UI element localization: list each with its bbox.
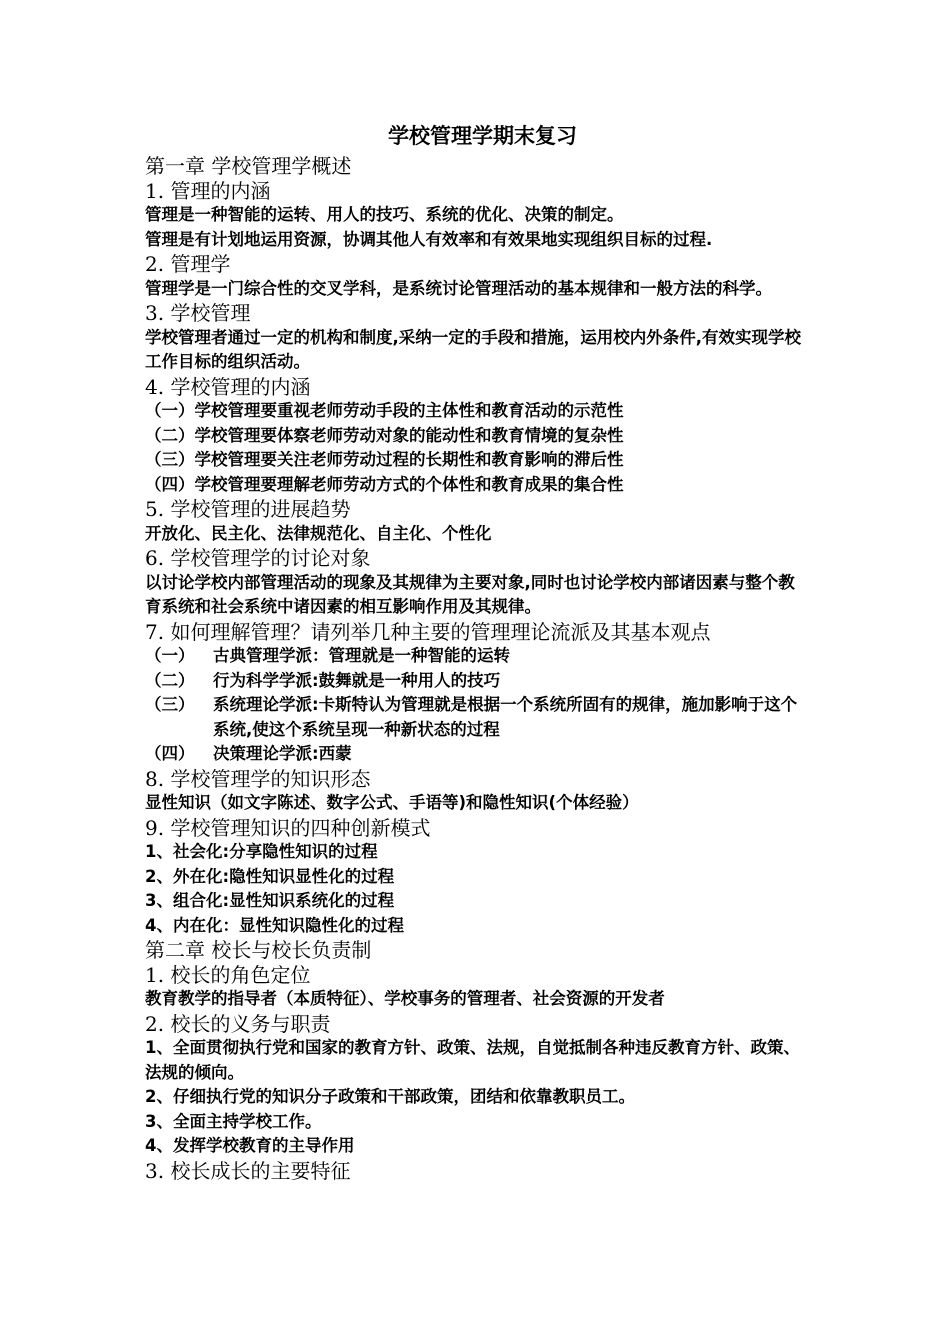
list-item-number: （四） — [145, 744, 195, 763]
list-item — [145, 399, 810, 424]
document-page — [145, 118, 810, 1183]
paragraph: 2、外在化:隐性知识显性化的过程 — [145, 866, 395, 886]
section-heading-1-4: 4. 学校管理的内涵 — [145, 374, 311, 399]
list-item-number: （三） — [145, 695, 195, 714]
section-heading-1-6: 6. 学校管理学的讨论对象 — [145, 546, 371, 570]
list-item-number: （三） — [145, 450, 195, 469]
paragraph: 管理是有计划地运用资源，协调其他人有效率和有效果地实现组织目标的过程. — [145, 229, 713, 249]
section-heading-1-8: 8. 学校管理学的知识形态 — [145, 766, 371, 791]
section-heading-2-1: 1. 校长的角色定位 — [145, 962, 311, 987]
paragraph: 2、仔细执行党的知识分子政策和干部政策，团结和依靠教职员工。 — [145, 1087, 635, 1106]
paragraph: 教育教学的指导者（本质特征）、学校事务的管理者、社会资源的开发者 — [145, 989, 665, 1008]
paragraph: 学校管理者通过一定的机构和制度,采纳一定的手段和措施，运用校内外条件,有效实现学校工作目标的组织活动。 — [145, 327, 802, 371]
document-title: 学校管理学期末复习 — [388, 124, 577, 148]
list-item-number: （一） — [145, 646, 195, 665]
paragraph: 1、社会化:分享隐性知识的过程 — [145, 842, 378, 861]
paragraph: 1、全面贯彻执行党和国家的教育方针、政策、法规，自觉抵制各种违反教育方针、政策、法规的倾向。 — [145, 1038, 800, 1082]
list-item — [145, 669, 810, 694]
list-item-text: 行为科学学派:鼓舞就是一种用人的技巧 — [213, 670, 501, 690]
list-item — [145, 644, 810, 669]
list-item-text: 学校管理要体察老师劳动对象的能动性和教育情境的复杂性 — [194, 425, 624, 445]
paragraph: 以讨论学校内部管理活动的现象及其规律为主要对象,同时也讨论学校内部诸因素与整个教育系统和社会系统中诸因素的相互影响作用及其规律。 — [145, 572, 795, 616]
list-item-number: （二） — [145, 670, 195, 690]
paragraph: 3、组合化:显性知识系统化的过程 — [145, 891, 395, 910]
chapter-2-heading: 第二章 校长与校长负责制 — [145, 938, 372, 962]
list-item — [145, 742, 810, 767]
list-item-number: （一） — [145, 401, 195, 420]
section-heading-1-1: 1. 管理的内涵 — [145, 178, 271, 203]
paragraph: 4、内在化：显性知识隐性化的过程 — [145, 915, 404, 935]
paragraph: 管理学是一门综合性的交叉学科，是系统讨论管理活动的基本规律和一般方法的科学。 — [145, 278, 772, 298]
paragraph: 3、全面主持学校工作。 — [145, 1111, 322, 1131]
paragraph: 显性知识（如文字陈述、数字公式、手语等)和隐性知识(个体经验） — [145, 793, 639, 812]
section-heading-1-9: 9. 学校管理知识的四种创新模式 — [145, 815, 431, 840]
list-item — [145, 448, 810, 473]
chapter-1-heading: 第一章 学校管理学概述 — [145, 154, 352, 178]
section-heading-1-7: 7. 如何理解管理？请列举几种主要的管理理论流派及其基本观点 — [145, 619, 711, 644]
section-heading-2-2: 2. 校长的义务与职责 — [145, 1011, 331, 1036]
list-item-number: （四） — [145, 474, 195, 494]
list-item-text: 系统理论学派:卡斯特认为管理就是根据一个系统所固有的规律，施加影响于这个系统,使这个系统呈现一种新状态的过程 — [213, 695, 798, 739]
paragraph: 4、发挥学校教育的主导作用 — [145, 1136, 355, 1155]
list-item-text: 古典管理学派：管理就是一种智能的运转 — [213, 646, 510, 665]
section-heading-1-2: 2. 管理学 — [145, 252, 231, 276]
paragraph: 开放化、民主化、法律规范化、自主化、个性化 — [145, 523, 492, 543]
section-heading-1-3: 3. 学校管理 — [145, 301, 251, 325]
list-item — [145, 473, 810, 498]
list-item-text: 学校管理要关注老师劳动过程的长期性和教育影响的滞后性 — [194, 450, 624, 469]
section-heading-2-3: 3. 校长成长的主要特征 — [145, 1158, 351, 1183]
section-heading-1-5: 5. 学校管理的进展趋势 — [145, 497, 351, 521]
list-item — [145, 693, 810, 742]
list-item-text: 决策理论学派:西蒙 — [213, 744, 352, 763]
list-item — [145, 424, 810, 449]
list-item-number: （二） — [145, 425, 195, 445]
paragraph: 管理是一种智能的运转、用人的技巧、系统的优化、决策的制定。 — [145, 205, 624, 224]
list-item-text: 学校管理要理解老师劳动方式的个体性和教育成果的集合性 — [194, 474, 624, 494]
list-item-text: 学校管理要重视老师劳动手段的主体性和教育活动的示范性 — [194, 401, 624, 420]
